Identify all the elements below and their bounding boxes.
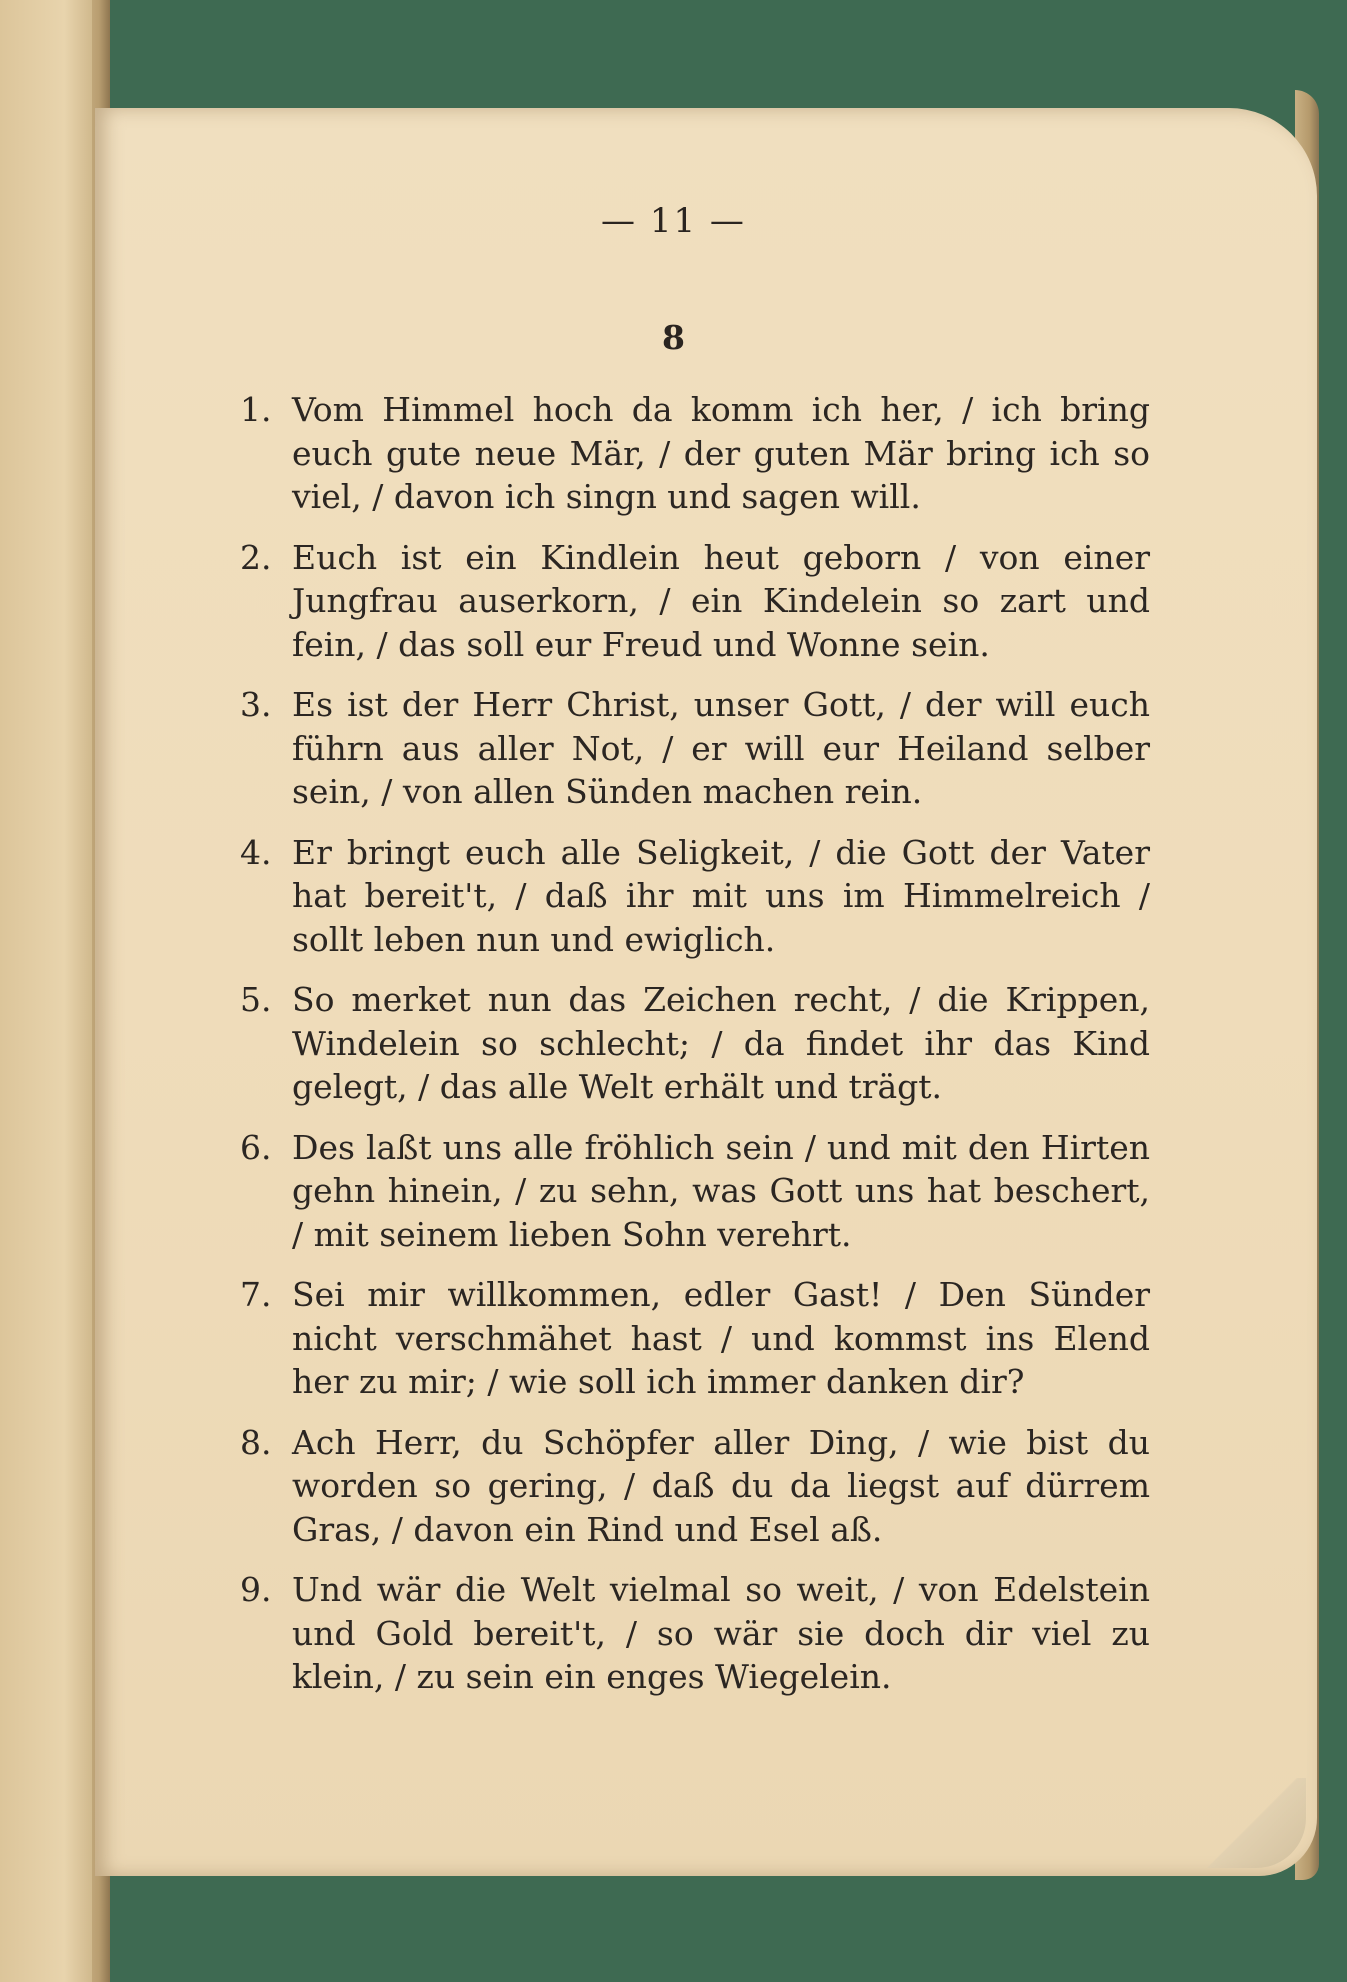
verse-number: 2. [240,537,272,577]
hymn-number: 8 [662,318,685,357]
verse [240,978,1150,1109]
page-corner-curl [1196,1778,1306,1868]
verse-text: Vom Himmel hoch da komm ich her, / ich bring euch gute neue Mär, / der guten Mär bring ich so viel, / davon ich singn und sagen will. [292,390,1150,516]
verse-text: Euch ist ein Kindlein heut geborn / von einer Jungfrau auserkorn, / ein Kindelein so zart und fein, / das soll eur Freud und Wonne sein. [292,537,1150,664]
verse-number: 6. [240,1127,272,1167]
verse-text: Ach Herr, du Schöpfer aller Ding, / wie bist du worden so gering, / daß du da liegst auf dürrem Gras, / davon ein Rind und Esel aß. [292,1422,1150,1549]
verse-number: 8. [240,1422,272,1462]
verse-number: 9. [240,1570,272,1609]
verse-text: So merket nun das Zeichen recht, / die Krippen, Windelein so schlecht; / da findet ihr das Kind gelegt, / das alle Welt erhält und trägt. [292,980,1150,1106]
verse-text: Es ist der Herr Christ, unser Gott, / der will euch führn aus aller Not, / er will eur Heiland selber sein, / von allen Sünden machen rein. [292,685,1150,811]
verse [240,388,1150,519]
verse [240,683,1150,814]
verse [240,831,1150,962]
verse-number: 3. [240,685,272,724]
verse-number: 1. [240,390,272,429]
verse [240,1126,1150,1257]
verse [240,1568,1150,1699]
verse [240,1273,1150,1404]
verse-list [240,388,1150,1716]
left-page-edge [0,0,92,1982]
verse-text: Und wär die Welt vielmal so weit, / von Edelstein und Gold bereit't, / so wär sie doch dir viel zu klein, / zu sein ein enges Wiegelein. [292,1570,1150,1696]
verse-text: Des laßt uns alle fröhlich sein / und mit den Hirten gehn hinein, / zu sehn, was Gott uns hat beschert, / mit seinem lieben Sohn verehrt. [292,1127,1150,1254]
verse-number: 5. [240,980,272,1019]
verse [240,1421,1150,1552]
verse-number: 4. [240,832,272,872]
verse-text: Er bringt euch alle Seligkeit, / die Gott der Vater hat bereit't, / daß ihr mit uns im Himmelreich / sollt leben nun und ewiglich. [292,832,1150,959]
verse [240,536,1150,667]
verse-text: Sei mir willkommen, edler Gast! / Den Sünder nicht verschmähet hast / und kommst ins Elend her zu mir; / wie soll ich immer danken dir? [292,1275,1150,1401]
verse-number: 7. [240,1275,272,1314]
page-number: — 11 — [601,201,746,241]
